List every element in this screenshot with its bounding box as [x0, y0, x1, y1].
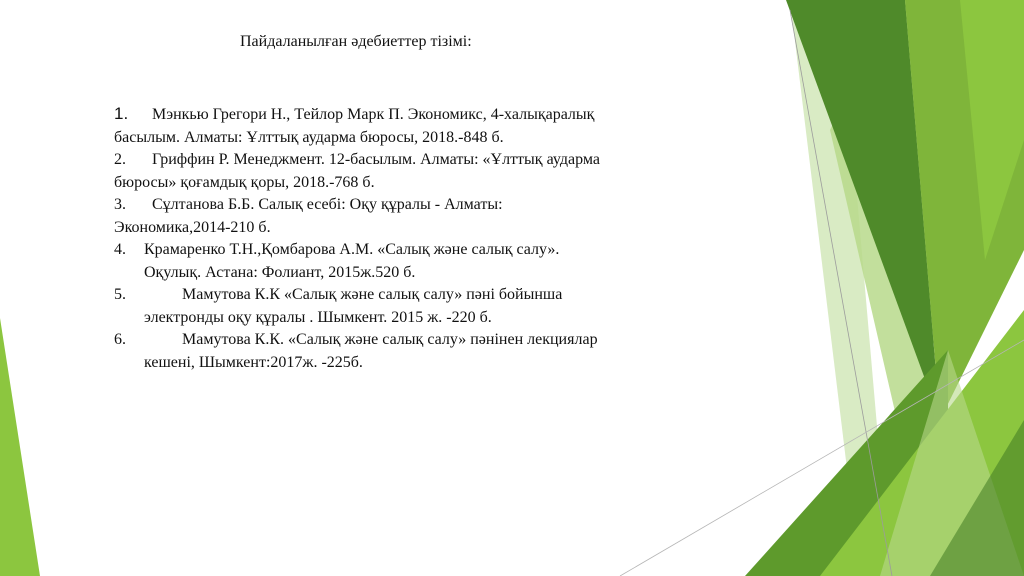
left-accent-triangle: [0, 318, 40, 576]
reference-number: 4.: [114, 241, 126, 258]
reference-text: Мэнкью Грегори Н., Тейлор Марк П. Экономикс, 4-халықаралық басылым. Алматы: Ұлттық аударма бюросы, 2018.-848 б.: [114, 106, 595, 146]
reference-list: [114, 103, 614, 374]
reference-number: 6.: [114, 331, 126, 348]
reference-item-2: [114, 149, 614, 194]
reference-text: Крамаренко Т.Н.,Қомбарова А.М. «Салық және салық салу». Оқулық. Астана: Фолиант, 2015ж.520 б.: [144, 241, 560, 281]
reference-text: Сұлтанова Б.Б. Салық есебі: Оқу құралы - Алматы: Экономика,2014-210 б.: [114, 196, 503, 236]
reference-number: 5.: [114, 286, 126, 303]
reference-text: Мамутова К.К «Салық және салық салу» пәні бойынша электронды оқу құралы . Шымкент. 2015 ж. -220 б.: [144, 286, 563, 326]
slide-title: Пайдаланылған әдебиеттер тізімі:: [240, 33, 472, 50]
reference-text: Гриффин Р. Менеджмент. 12-басылым. Алматы: «Ұлттық аударма бюросы» қоғамдық қоры, 2018.-768 б.: [114, 151, 600, 191]
reference-item-4: [114, 239, 614, 284]
reference-number: 1.: [114, 104, 129, 123]
reference-number: 2.: [114, 151, 126, 168]
reference-item-6: [114, 329, 614, 374]
reference-item-3: [114, 194, 614, 239]
reference-text: Мамутова К.К. «Салық және салық салу» пәнінен лекциялар кешені, Шымкент:2017ж. -225б.: [144, 331, 598, 371]
reference-number: 3.: [114, 196, 126, 213]
reference-item-1: [114, 103, 614, 149]
reference-item-5: [114, 284, 614, 329]
